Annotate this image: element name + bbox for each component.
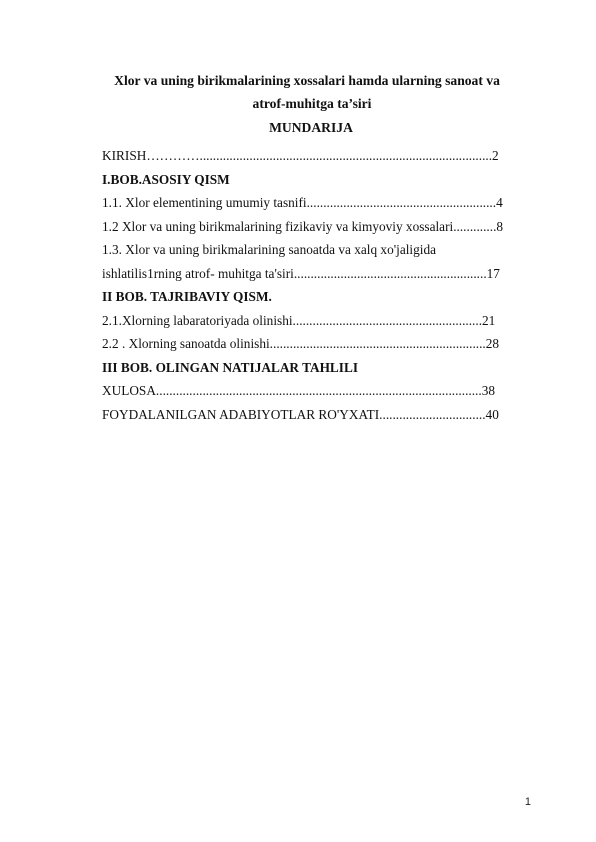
- document-title-line-2: atrof-muhitga ta’siri: [252, 96, 372, 111]
- toc-entry-2-2: 2.2 . Xlorning sanoatda olinishi.................................................................28: [102, 336, 500, 351]
- toc-entry-2-1: 2.1.Xlorning labaratoriyada olinishi.........................................................21: [102, 312, 496, 328]
- toc-chapter-3-heading: III BOB. OLINGAN NATIJALAR TAHLILI: [102, 359, 359, 375]
- document-title-line-1: Xlor va uning birikmalarining xossalari hamda ularning sanoat va: [114, 73, 500, 88]
- page-number: 1: [524, 796, 531, 808]
- toc-entry-1-3-line-1: 1.3. Xlor va uning birikmalarining sanoatda va xalq xo'jaligida: [102, 242, 436, 257]
- toc-entry-references: FOYDALANILGAN ADABIYOTLAR RO'YXATI................................40: [102, 406, 499, 422]
- toc-chapter-2-heading: II BOB. TAJRIBAVIY QISM.: [102, 289, 272, 304]
- table-of-contents: [102, 144, 527, 426]
- table-of-contents-heading: MUNDARIJA: [269, 120, 353, 135]
- toc-entry-1-3-line-2: ishlatilis1rning atrof- muhitga ta'siri..........................................................17: [102, 265, 500, 281]
- toc-entry-xulosa: XULOSA..................................................................................................38: [102, 383, 495, 398]
- toc-entry-1-1: 1.1. Xlor elementining umumiy tasnifi.........................................................4: [102, 195, 503, 210]
- toc-entry-1-2: 1.2 Xlor va uning birikmalarining fizikaviy va kimyoviy xossalari.............8: [102, 218, 504, 234]
- toc-chapter-1-heading: I.BOB.ASOSIY QISM: [102, 171, 230, 187]
- toc-entry-kirish: KIRISH…………........................................................................................2: [102, 148, 499, 163]
